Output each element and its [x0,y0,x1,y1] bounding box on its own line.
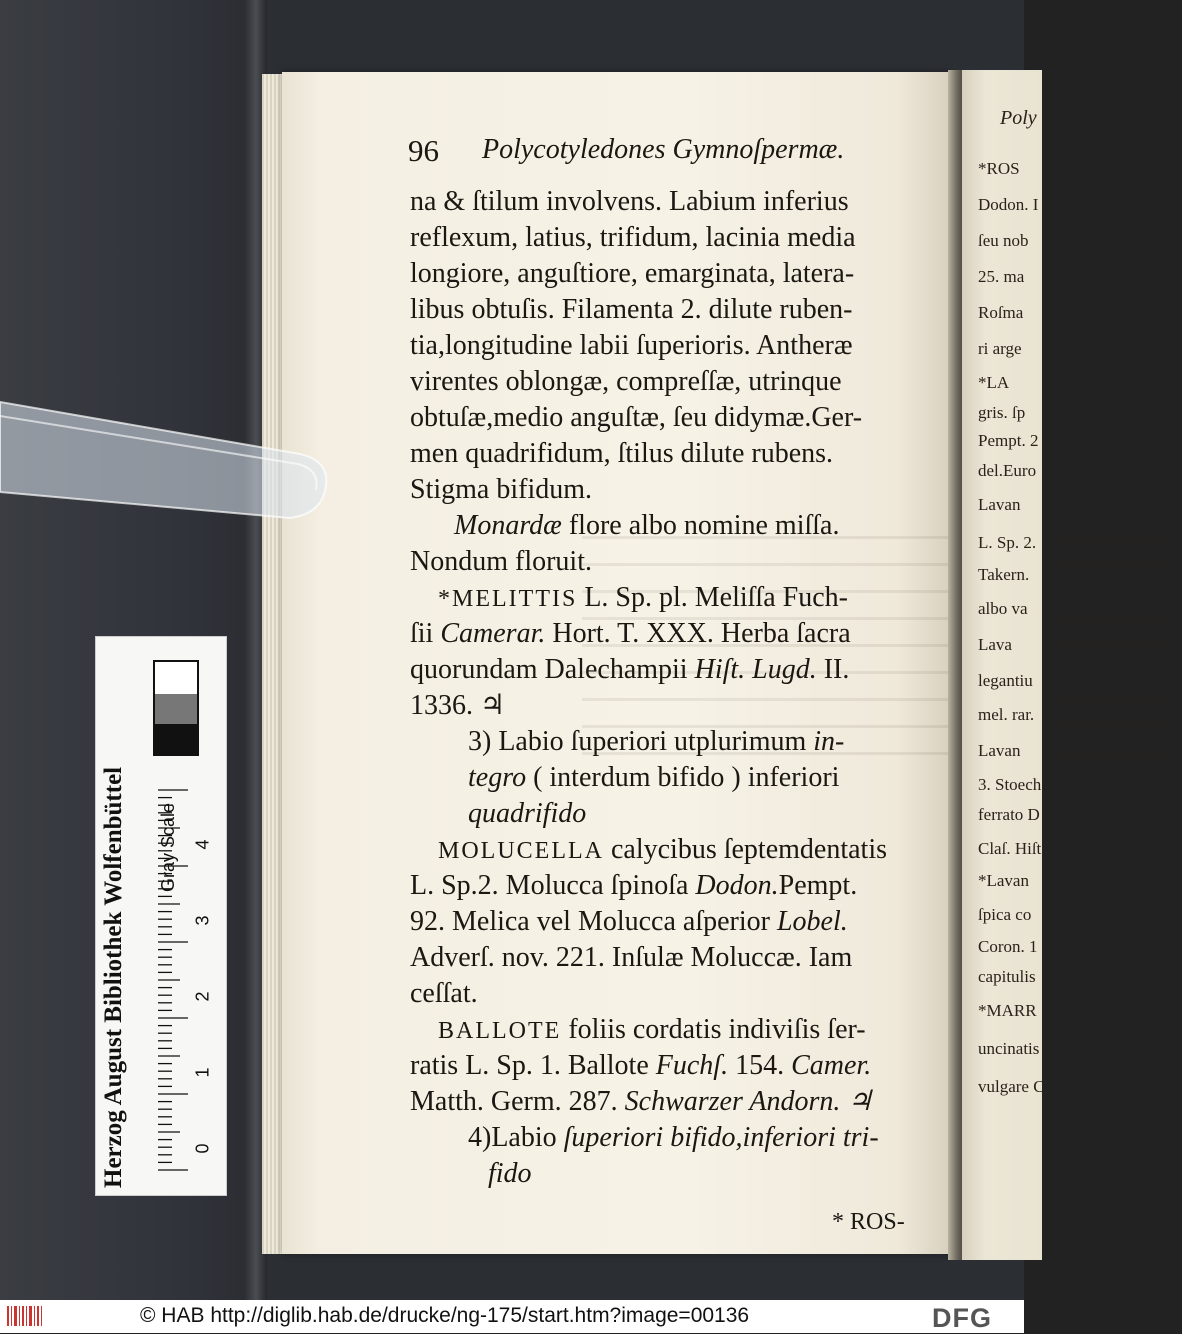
line-text: II. [816,654,850,685]
line-9 [410,476,592,504]
line-6 [410,368,842,396]
line-text: quorundam Dalechampii [410,654,695,685]
facing-page-fragment: Claſ. Hiſt [978,839,1042,858]
ruler-number-0: 0 [192,1143,213,1154]
line-13 [410,620,851,648]
line-20 [410,872,857,900]
gray-patch-mid [153,694,199,726]
line-text: 1336. ♃ [410,690,506,721]
line-text: tia,longitudine labii ſuperioris. Antheræ [410,330,853,361]
facing-page-fragment: mel. rar. [978,705,1035,724]
facing-page-fragment: 3. Stoech [978,775,1042,794]
line-15 [410,692,505,720]
line-text: obtuſæ,medio anguſtæ, ſeu didymæ.Ger- [410,402,863,433]
catchword: * ROS- [832,1209,905,1235]
line-text: Nondum floruit. [410,546,592,577]
line-text: foliis cordatis indiviſis ſer- [561,1014,866,1045]
line-text: men quadrifidum, ſtilus dilute rubens. [410,438,834,469]
facing-page-fragment: legantiu [978,671,1033,690]
line-text: L. Sp. pl. Meliſſa Fuch- [577,582,848,613]
line-5 [410,332,853,360]
line-text: 154. [728,1050,792,1081]
line-text: 3) Labio ſuperiori utplurimum [468,726,814,757]
ruler-number-3: 3 [192,915,213,926]
line-text: ſii [410,618,441,649]
line-text: Matth. Germ. 287. [410,1086,625,1117]
line-text: flore albo nomine miſſa. [561,510,840,541]
line-1 [410,188,849,216]
facing-page-fragment: Pempt. 2 [978,431,1039,450]
genus-name: BALLOTE [438,1018,562,1044]
italic-text: Hiſt. Lugd. [694,654,817,685]
facing-page-fragment: *MARR [978,1001,1037,1020]
facing-page-fragment: ri arge [978,339,1022,358]
facing-page-fragment: uncinatis [978,1039,1040,1058]
facing-page-fragment: Dodon. I [978,195,1039,214]
facing-page-fragment: ferrato D [978,805,1040,824]
italic-text: Camerar. [440,618,546,649]
line-text: longiore, anguſtiore, emarginata, latera- [410,258,855,289]
line-7 [410,404,862,432]
italic-text: fido [488,1158,532,1189]
line-28 [488,1160,532,1188]
facing-page-fragment: Poly [1000,107,1037,129]
line-text: 92. Melica vel Molucca aſperior [410,906,777,937]
italic-text: quadrifido [468,798,587,829]
facing-page-fragment: *LA [978,373,1010,392]
facing-page-fragment: *ROS [978,159,1020,178]
line-text: virentes oblongæ, compreſſæ, utrinque [410,366,842,397]
dfg-logo: DFG [932,1303,992,1333]
italic-text: Schwarzer Andorn. ♃ [624,1086,873,1117]
facing-page-fragment: albo va [978,599,1028,618]
line-text: ( interdum bifido ) inferiori [526,762,840,793]
line-27 [468,1124,879,1152]
line-text: libus obtuſis. Filamenta 2. dilute ruben- [410,294,853,325]
italic-text: Lobel. [776,906,848,937]
facing-page-fragment: Lavan [978,495,1021,514]
line-text: na & ſtilum involvens. Labium inferius [410,186,849,217]
italic-text: ſuperiori bifido,inferiori tri- [563,1122,879,1153]
ruler-number-4: 4 [192,839,213,850]
facing-page-fragment: ſpica co [978,905,1032,924]
line-19 [438,836,887,864]
line-16 [468,728,844,756]
line-22 [410,944,852,972]
facing-page-fragment: Coron. 1 [978,937,1038,956]
barcode-icon [6,1304,44,1328]
italic-text: Dodon. [695,870,779,901]
italic-text: Fuchſ. [655,1050,729,1081]
facing-page-fragment: vulgare C [978,1077,1045,1096]
line-23 [410,980,478,1008]
italic-text: Monardæ [454,510,562,541]
line-8 [410,440,833,468]
facing-page-fragment: 25. ma [978,267,1025,286]
line-4 [410,296,853,324]
facing-page-fragment: ſeu nob [978,231,1029,250]
running-title: Polycotyledones Gymnoſpermæ. [482,134,845,165]
line-text: ceſſat. [410,978,478,1009]
italic-text: tegro [468,762,527,793]
line-17 [468,764,839,792]
genus-name: *MELITTIS [438,586,578,612]
line-12 [438,584,848,612]
italic-text: in- [813,726,845,757]
page-edges [262,74,284,1254]
genus-name: MOLUCELLA [438,838,604,864]
facing-page-fragment: L. Sp. 2. [978,533,1037,552]
line-21 [410,908,848,936]
scale-gray-label: Gray Scale [158,802,178,892]
ruler-number-2: 2 [192,991,213,1002]
gray-patch-black [153,724,199,756]
line-text: Adverſ. nov. 221. Inſulæ Moluccæ. Iam [410,942,853,973]
line-14 [410,656,849,684]
line-text: ratis L. Sp. 1. Ballote [410,1050,656,1081]
line-text: Stigma bifidum. [410,474,592,505]
footer-bar [0,1300,1024,1333]
line-10 [454,512,839,540]
facing-page-fragment: Lavan [978,741,1021,760]
glass-page-holder [0,392,330,542]
line-3 [410,260,854,288]
facing-page-fragment: gris. ſp [978,403,1026,422]
facing-page-fragment: del.Euro [978,461,1037,480]
line-text: 4)Labio [468,1122,564,1153]
line-25 [410,1052,871,1080]
facing-page-fragment: Takern. [978,565,1030,584]
gray-patch-white [153,660,199,698]
line-text: Pempt. [778,870,858,901]
line-11 [410,548,592,576]
italic-text: Camer. [791,1050,872,1081]
copyright-url[interactable]: © HAB http://diglib.hab.de/drucke/ng-175/start.htm?image=00136 [140,1304,750,1327]
line-text: Hort. T. XXX. Herba ſacra [545,618,851,649]
facing-page-fragment: *Lavan [978,871,1029,890]
facing-page-fragment: Lava [978,635,1012,654]
facing-page-fragment: capitulis [978,967,1036,986]
page-number: 96 [408,133,439,168]
line-text: L. Sp.2. Molucca ſpinoſa [410,870,696,901]
line-18 [468,800,586,828]
scale-institution-label: Herzog August Bibliothek Wolfenbüttel [100,766,127,1188]
ruler-number-1: 1 [192,1067,213,1078]
line-26 [410,1088,872,1116]
line-2 [410,224,856,252]
ruler-ticks [150,775,220,1175]
line-text: calycibus ſeptemdentatis [603,834,888,865]
facing-page-fragment: Roſma [978,303,1024,322]
line-text: reflexum, latius, trifidum, lacinia media [410,222,856,253]
line-24 [438,1016,866,1044]
